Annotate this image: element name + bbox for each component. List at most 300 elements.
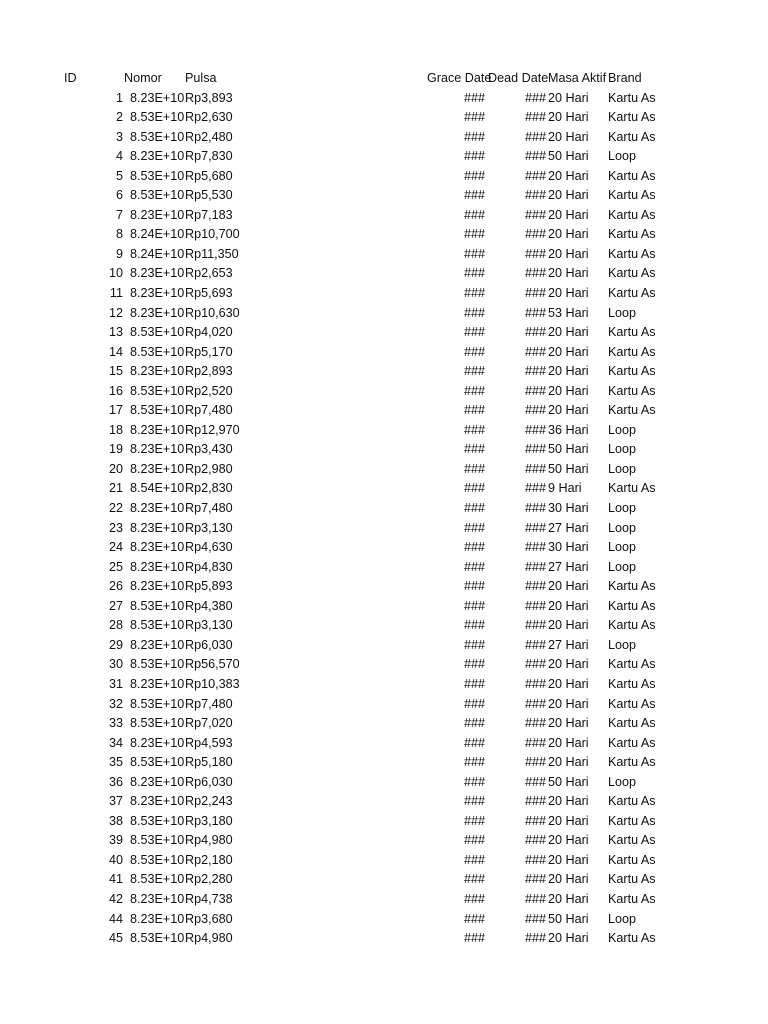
- cell-dead-date: ###: [524, 559, 546, 574]
- cell-masa-aktif: 20 Hari: [548, 110, 589, 125]
- cell-nomor: 8.53E+10: [130, 833, 185, 848]
- cell-masa-aktif: 20 Hari: [548, 364, 589, 379]
- cell-masa-aktif: 20 Hari: [548, 657, 589, 672]
- cell-dead-date: ###: [524, 286, 546, 301]
- cell-nomor: 8.53E+10: [130, 403, 185, 418]
- cell-brand: Kartu As: [608, 481, 656, 496]
- cell-id: 19: [108, 442, 123, 457]
- cell-masa-aktif: 53 Hari: [548, 305, 589, 320]
- cell-masa-aktif: 20 Hari: [548, 266, 589, 281]
- cell-dead-date: ###: [524, 852, 546, 867]
- cell-masa-aktif: 20 Hari: [548, 168, 589, 183]
- cell-grace-date: ###: [463, 618, 485, 633]
- cell-pulsa: Rp12,970: [185, 422, 240, 437]
- cell-nomor: 8.23E+10: [130, 149, 185, 164]
- cell-masa-aktif: 20 Hari: [548, 735, 589, 750]
- table-row: [0, 792, 768, 812]
- cell-grace-date: ###: [463, 305, 485, 320]
- table-row: [0, 284, 768, 304]
- cell-pulsa: Rp10,700: [185, 227, 240, 242]
- cell-pulsa: Rp7,480: [185, 501, 233, 516]
- cell-nomor: 8.23E+10: [130, 794, 185, 809]
- cell-grace-date: ###: [463, 442, 485, 457]
- cell-grace-date: ###: [463, 755, 485, 770]
- cell-masa-aktif: 20 Hari: [548, 129, 589, 144]
- cell-grace-date: ###: [463, 266, 485, 281]
- cell-masa-aktif: 30 Hari: [548, 501, 589, 516]
- cell-dead-date: ###: [524, 891, 546, 906]
- cell-nomor: 8.23E+10: [130, 90, 185, 105]
- cell-masa-aktif: 20 Hari: [548, 286, 589, 301]
- cell-id: 44: [108, 911, 123, 926]
- cell-dead-date: ###: [524, 442, 546, 457]
- cell-id: 16: [108, 383, 123, 398]
- cell-nomor: 8.53E+10: [130, 716, 185, 731]
- cell-id: 5: [115, 168, 123, 183]
- cell-grace-date: ###: [463, 188, 485, 203]
- cell-masa-aktif: 20 Hari: [548, 325, 589, 340]
- cell-dead-date: ###: [524, 110, 546, 125]
- cell-grace-date: ###: [463, 520, 485, 535]
- cell-masa-aktif: 50 Hari: [548, 149, 589, 164]
- cell-pulsa: Rp4,738: [185, 891, 233, 906]
- header-id: ID: [64, 71, 77, 85]
- cell-masa-aktif: 20 Hari: [548, 931, 589, 946]
- cell-nomor: 8.53E+10: [130, 383, 185, 398]
- cell-nomor: 8.23E+10: [130, 774, 185, 789]
- table-row: [0, 186, 768, 206]
- cell-dead-date: ###: [524, 383, 546, 398]
- cell-id: 25: [108, 559, 123, 574]
- cell-nomor: 8.23E+10: [130, 207, 185, 222]
- table-row: [0, 870, 768, 890]
- cell-brand: Loop: [608, 774, 637, 789]
- cell-pulsa: Rp3,130: [185, 618, 233, 633]
- cell-pulsa: Rp5,693: [185, 286, 233, 301]
- cell-masa-aktif: 20 Hari: [548, 794, 589, 809]
- cell-id: 2: [115, 110, 123, 125]
- cell-id: 1: [115, 90, 123, 105]
- cell-dead-date: ###: [524, 149, 546, 164]
- cell-nomor: 8.53E+10: [130, 872, 185, 887]
- table-row: [0, 167, 768, 187]
- cell-brand: Kartu As: [608, 579, 656, 594]
- cell-pulsa: Rp2,480: [185, 129, 233, 144]
- cell-grace-date: ###: [463, 813, 485, 828]
- cell-masa-aktif: 20 Hari: [548, 696, 589, 711]
- cell-pulsa: Rp2,980: [185, 461, 233, 476]
- cell-brand: Kartu As: [608, 344, 656, 359]
- cell-dead-date: ###: [524, 676, 546, 691]
- cell-nomor: 8.23E+10: [130, 676, 185, 691]
- cell-brand: Kartu As: [608, 110, 656, 125]
- cell-pulsa: Rp6,030: [185, 637, 233, 652]
- cell-id: 45: [108, 931, 123, 946]
- cell-masa-aktif: 27 Hari: [548, 637, 589, 652]
- cell-grace-date: ###: [463, 286, 485, 301]
- cell-pulsa: Rp5,893: [185, 579, 233, 594]
- header-masa-aktif: Masa Aktif: [548, 71, 607, 85]
- cell-id: 26: [108, 579, 123, 594]
- table-body: [0, 89, 768, 949]
- cell-nomor: 8.53E+10: [130, 168, 185, 183]
- cell-masa-aktif: 20 Hari: [548, 618, 589, 633]
- cell-pulsa: Rp5,680: [185, 168, 233, 183]
- cell-nomor: 8.23E+10: [130, 266, 185, 281]
- cell-nomor: 8.53E+10: [130, 696, 185, 711]
- cell-dead-date: ###: [524, 207, 546, 222]
- header-dead-date: Dead Date: [488, 71, 549, 85]
- cell-masa-aktif: 20 Hari: [548, 755, 589, 770]
- cell-id: 17: [108, 403, 123, 418]
- cell-grace-date: ###: [463, 422, 485, 437]
- cell-grace-date: ###: [463, 794, 485, 809]
- cell-brand: Loop: [608, 461, 637, 476]
- cell-grace-date: ###: [463, 676, 485, 691]
- cell-grace-date: ###: [463, 891, 485, 906]
- cell-brand: Kartu As: [608, 618, 656, 633]
- table-row: [0, 577, 768, 597]
- cell-nomor: 8.23E+10: [130, 305, 185, 320]
- table-row: [0, 714, 768, 734]
- header-brand: Brand: [608, 71, 642, 85]
- cell-pulsa: Rp4,593: [185, 735, 233, 750]
- cell-brand: Loop: [608, 637, 637, 652]
- cell-brand: Loop: [608, 305, 637, 320]
- cell-grace-date: ###: [463, 227, 485, 242]
- cell-grace-date: ###: [463, 774, 485, 789]
- cell-brand: Kartu As: [608, 696, 656, 711]
- cell-masa-aktif: 50 Hari: [548, 461, 589, 476]
- cell-nomor: 8.23E+10: [130, 540, 185, 555]
- header-row: [0, 69, 768, 89]
- cell-pulsa: Rp4,980: [185, 931, 233, 946]
- cell-nomor: 8.23E+10: [130, 364, 185, 379]
- table-row: [0, 343, 768, 363]
- cell-id: 21: [108, 481, 123, 496]
- cell-masa-aktif: 50 Hari: [548, 442, 589, 457]
- cell-id: 14: [108, 344, 123, 359]
- cell-id: 32: [108, 696, 123, 711]
- cell-brand: Kartu As: [608, 716, 656, 731]
- cell-masa-aktif: 36 Hari: [548, 422, 589, 437]
- cell-nomor: 8.53E+10: [130, 618, 185, 633]
- cell-grace-date: ###: [463, 344, 485, 359]
- cell-brand: Kartu As: [608, 872, 656, 887]
- cell-id: 4: [115, 149, 123, 164]
- cell-nomor: 8.24E+10: [130, 246, 185, 261]
- header-grace-date: Grace Date: [427, 71, 492, 85]
- cell-dead-date: ###: [524, 305, 546, 320]
- cell-id: 22: [108, 501, 123, 516]
- cell-dead-date: ###: [524, 579, 546, 594]
- cell-pulsa: Rp3,680: [185, 911, 233, 926]
- cell-dead-date: ###: [524, 696, 546, 711]
- table-row: [0, 773, 768, 793]
- cell-grace-date: ###: [463, 461, 485, 476]
- cell-grace-date: ###: [463, 481, 485, 496]
- spreadsheet-table: [0, 69, 768, 949]
- table-row: [0, 108, 768, 128]
- cell-dead-date: ###: [524, 188, 546, 203]
- cell-dead-date: ###: [524, 931, 546, 946]
- table-row: [0, 695, 768, 715]
- cell-brand: Kartu As: [608, 833, 656, 848]
- cell-grace-date: ###: [463, 383, 485, 398]
- cell-dead-date: ###: [524, 618, 546, 633]
- table-row: [0, 851, 768, 871]
- cell-grace-date: ###: [463, 579, 485, 594]
- header-nomor: Nomor: [124, 71, 162, 85]
- cell-masa-aktif: 9 Hari: [548, 481, 582, 496]
- cell-grace-date: ###: [463, 168, 485, 183]
- cell-dead-date: ###: [524, 227, 546, 242]
- table-row: [0, 225, 768, 245]
- cell-dead-date: ###: [524, 461, 546, 476]
- cell-grace-date: ###: [463, 911, 485, 926]
- cell-dead-date: ###: [524, 364, 546, 379]
- cell-pulsa: Rp3,430: [185, 442, 233, 457]
- table-row: [0, 421, 768, 441]
- cell-pulsa: Rp7,183: [185, 207, 233, 222]
- table-row: [0, 812, 768, 832]
- cell-grace-date: ###: [463, 637, 485, 652]
- cell-brand: Loop: [608, 911, 637, 926]
- cell-pulsa: Rp2,520: [185, 383, 233, 398]
- cell-nomor: 8.54E+10: [130, 481, 185, 496]
- cell-brand: Kartu As: [608, 129, 656, 144]
- cell-pulsa: Rp5,170: [185, 344, 233, 359]
- cell-grace-date: ###: [463, 207, 485, 222]
- cell-grace-date: ###: [463, 931, 485, 946]
- cell-id: 33: [108, 716, 123, 731]
- cell-nomor: 8.53E+10: [130, 110, 185, 125]
- cell-pulsa: Rp2,830: [185, 481, 233, 496]
- table-row: [0, 206, 768, 226]
- cell-brand: Kartu As: [608, 383, 656, 398]
- cell-masa-aktif: 27 Hari: [548, 559, 589, 574]
- cell-nomor: 8.23E+10: [130, 286, 185, 301]
- cell-masa-aktif: 20 Hari: [548, 90, 589, 105]
- table-row: [0, 382, 768, 402]
- cell-masa-aktif: 20 Hari: [548, 579, 589, 594]
- cell-dead-date: ###: [524, 598, 546, 613]
- cell-nomor: 8.23E+10: [130, 559, 185, 574]
- cell-brand: Kartu As: [608, 90, 656, 105]
- cell-id: 13: [108, 325, 123, 340]
- table-row: [0, 264, 768, 284]
- cell-dead-date: ###: [524, 403, 546, 418]
- cell-dead-date: ###: [524, 540, 546, 555]
- header-pulsa: Pulsa: [185, 71, 217, 85]
- cell-grace-date: ###: [463, 325, 485, 340]
- cell-id: 29: [108, 637, 123, 652]
- cell-brand: Kartu As: [608, 364, 656, 379]
- cell-brand: Kartu As: [608, 286, 656, 301]
- cell-pulsa: Rp7,480: [185, 696, 233, 711]
- cell-masa-aktif: 20 Hari: [548, 676, 589, 691]
- cell-grace-date: ###: [463, 129, 485, 144]
- cell-id: 24: [108, 540, 123, 555]
- cell-nomor: 8.23E+10: [130, 442, 185, 457]
- cell-grace-date: ###: [463, 501, 485, 516]
- cell-dead-date: ###: [524, 755, 546, 770]
- cell-nomor: 8.53E+10: [130, 852, 185, 867]
- cell-grace-date: ###: [463, 657, 485, 672]
- cell-id: 36: [108, 774, 123, 789]
- table-row: [0, 499, 768, 519]
- cell-nomor: 8.53E+10: [130, 657, 185, 672]
- table-row: [0, 519, 768, 539]
- cell-masa-aktif: 20 Hari: [548, 872, 589, 887]
- cell-masa-aktif: 20 Hari: [548, 403, 589, 418]
- cell-dead-date: ###: [524, 90, 546, 105]
- table-row: [0, 597, 768, 617]
- cell-brand: Kartu As: [608, 676, 656, 691]
- table-row: [0, 479, 768, 499]
- cell-id: 15: [108, 364, 123, 379]
- cell-id: 7: [115, 207, 123, 222]
- cell-brand: Kartu As: [608, 794, 656, 809]
- table-row: [0, 636, 768, 656]
- cell-id: 30: [108, 657, 123, 672]
- table-row: [0, 440, 768, 460]
- cell-id: 18: [108, 422, 123, 437]
- cell-pulsa: Rp2,893: [185, 364, 233, 379]
- cell-dead-date: ###: [524, 129, 546, 144]
- cell-dead-date: ###: [524, 168, 546, 183]
- table-row: [0, 128, 768, 148]
- cell-masa-aktif: 20 Hari: [548, 188, 589, 203]
- cell-dead-date: ###: [524, 872, 546, 887]
- cell-pulsa: Rp4,630: [185, 540, 233, 555]
- cell-dead-date: ###: [524, 833, 546, 848]
- cell-pulsa: Rp56,570: [185, 657, 240, 672]
- cell-id: 11: [109, 286, 123, 301]
- cell-dead-date: ###: [524, 481, 546, 496]
- table-row: [0, 675, 768, 695]
- cell-pulsa: Rp2,280: [185, 872, 233, 887]
- cell-pulsa: Rp3,893: [185, 90, 233, 105]
- cell-brand: Loop: [608, 149, 637, 164]
- cell-nomor: 8.23E+10: [130, 461, 185, 476]
- table-row: [0, 460, 768, 480]
- cell-nomor: 8.53E+10: [130, 188, 185, 203]
- cell-masa-aktif: 50 Hari: [548, 774, 589, 789]
- cell-dead-date: ###: [524, 813, 546, 828]
- table-row: [0, 245, 768, 265]
- cell-masa-aktif: 20 Hari: [548, 813, 589, 828]
- cell-brand: Loop: [608, 559, 637, 574]
- cell-id: 12: [108, 305, 123, 320]
- cell-grace-date: ###: [463, 598, 485, 613]
- cell-brand: Kartu As: [608, 931, 656, 946]
- cell-brand: Kartu As: [608, 188, 656, 203]
- cell-grace-date: ###: [463, 559, 485, 574]
- cell-dead-date: ###: [524, 657, 546, 672]
- cell-dead-date: ###: [524, 774, 546, 789]
- cell-id: 38: [108, 813, 123, 828]
- cell-masa-aktif: 20 Hari: [548, 227, 589, 242]
- cell-id: 31: [108, 676, 123, 691]
- cell-grace-date: ###: [463, 716, 485, 731]
- table-row: [0, 362, 768, 382]
- cell-nomor: 8.23E+10: [130, 520, 185, 535]
- cell-nomor: 8.53E+10: [130, 325, 185, 340]
- cell-brand: Kartu As: [608, 227, 656, 242]
- cell-grace-date: ###: [463, 90, 485, 105]
- cell-id: 35: [108, 755, 123, 770]
- cell-pulsa: Rp10,630: [185, 305, 240, 320]
- cell-nomor: 8.23E+10: [130, 501, 185, 516]
- cell-grace-date: ###: [463, 364, 485, 379]
- cell-brand: Kartu As: [608, 852, 656, 867]
- cell-pulsa: Rp2,243: [185, 794, 233, 809]
- table-row: [0, 753, 768, 773]
- table-row: [0, 89, 768, 109]
- cell-dead-date: ###: [524, 246, 546, 261]
- cell-brand: Kartu As: [608, 735, 656, 750]
- table-row: [0, 655, 768, 675]
- cell-dead-date: ###: [524, 501, 546, 516]
- cell-id: 42: [108, 891, 123, 906]
- cell-grace-date: ###: [463, 696, 485, 711]
- cell-nomor: 8.53E+10: [130, 931, 185, 946]
- cell-grace-date: ###: [463, 735, 485, 750]
- cell-nomor: 8.23E+10: [130, 579, 185, 594]
- cell-pulsa: Rp5,530: [185, 188, 233, 203]
- cell-pulsa: Rp4,830: [185, 559, 233, 574]
- table-row: [0, 910, 768, 930]
- cell-id: 27: [108, 598, 123, 613]
- cell-brand: Kartu As: [608, 403, 656, 418]
- table-row: [0, 616, 768, 636]
- cell-nomor: 8.53E+10: [130, 129, 185, 144]
- cell-nomor: 8.23E+10: [130, 637, 185, 652]
- cell-grace-date: ###: [463, 872, 485, 887]
- table-row: [0, 890, 768, 910]
- cell-nomor: 8.23E+10: [130, 891, 185, 906]
- table-row: [0, 401, 768, 421]
- cell-dead-date: ###: [524, 911, 546, 926]
- cell-id: 8: [115, 227, 123, 242]
- cell-id: 34: [108, 735, 123, 750]
- cell-nomor: 8.53E+10: [130, 755, 185, 770]
- cell-pulsa: Rp7,020: [185, 716, 233, 731]
- cell-dead-date: ###: [524, 422, 546, 437]
- table-row: [0, 147, 768, 167]
- cell-pulsa: Rp3,180: [185, 813, 233, 828]
- cell-grace-date: ###: [463, 149, 485, 164]
- cell-pulsa: Rp5,180: [185, 755, 233, 770]
- cell-masa-aktif: 20 Hari: [548, 598, 589, 613]
- table-row: [0, 304, 768, 324]
- cell-dead-date: ###: [524, 520, 546, 535]
- cell-nomor: 8.53E+10: [130, 344, 185, 359]
- cell-brand: Loop: [608, 520, 637, 535]
- cell-brand: Loop: [608, 540, 637, 555]
- cell-id: 20: [108, 461, 123, 476]
- cell-id: 39: [108, 833, 123, 848]
- cell-nomor: 8.23E+10: [130, 735, 185, 750]
- cell-dead-date: ###: [524, 266, 546, 281]
- cell-id: 23: [108, 520, 123, 535]
- cell-nomor: 8.53E+10: [130, 598, 185, 613]
- cell-masa-aktif: 20 Hari: [548, 716, 589, 731]
- cell-brand: Kartu As: [608, 598, 656, 613]
- cell-dead-date: ###: [524, 794, 546, 809]
- cell-pulsa: Rp4,020: [185, 325, 233, 340]
